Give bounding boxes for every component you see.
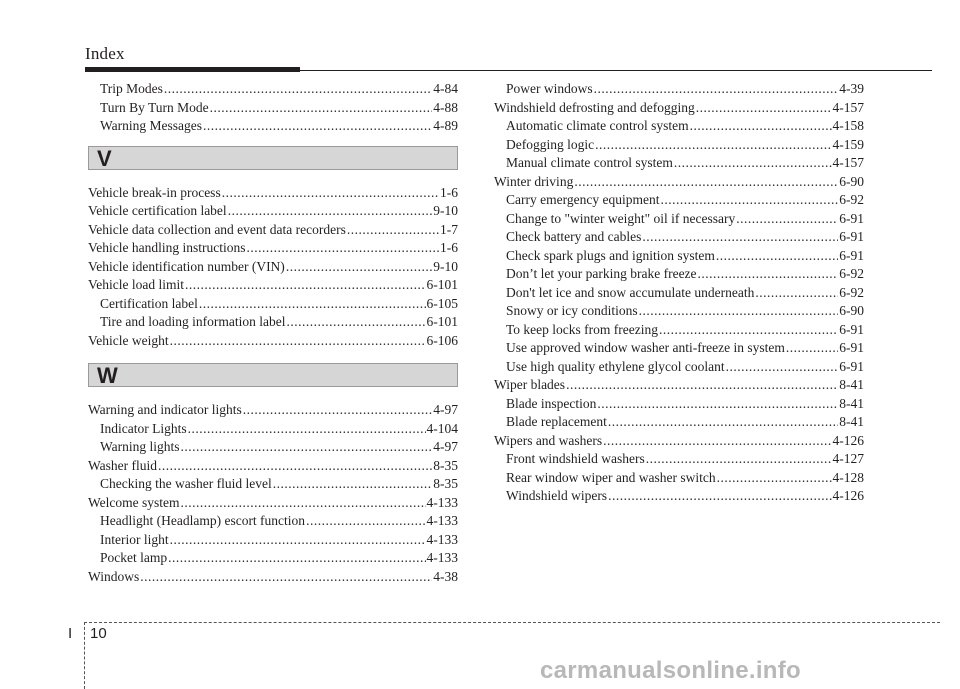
index-entry-page: 4-159 [832,136,864,152]
index-entry [88,295,458,314]
index-list-v [88,184,458,351]
index-entry [494,228,864,247]
index-entry-page: 8-35 [433,476,458,491]
index-right-column [494,80,864,506]
index-entry-name: Blade inspection [506,395,597,411]
dot-leader [203,117,432,136]
index-entry-name: Change to "winter weight" oil if necessary [506,210,736,226]
dot-leader [597,395,838,414]
page-title: Index [85,44,125,63]
index-entry [88,531,458,550]
index-entry-name: Manual climate control system [506,155,673,170]
dot-leader [185,276,426,295]
section-header-v [88,146,458,170]
index-entry-page: 4-157 [832,155,864,170]
index-entry-page: 6-91 [839,247,864,263]
dot-leader [639,302,839,321]
index-entry-name: Vehicle weight [88,332,169,348]
dot-leader [608,413,838,432]
index-entry [494,469,864,488]
index-entry [88,221,458,240]
dot-leader [210,99,433,118]
index-entry [494,339,864,358]
dot-leader [674,154,832,173]
index-entry [88,401,458,420]
index-entry [494,450,864,469]
dot-leader [222,184,439,203]
index-entry-page: 4-97 [433,402,458,417]
index-entry-page: 4-89 [433,118,458,133]
index-entry-page: 6-92 [839,284,864,300]
dot-leader [188,420,426,439]
index-entry-page: 4-133 [426,531,458,547]
index-entry-name: Windows [88,568,140,584]
index-entry-name: Washer fluid [88,457,158,473]
index-entry-page: 6-101 [426,277,458,292]
index-entry-name: Snowy or icy conditions [506,303,638,318]
dot-leader [698,265,839,284]
dot-leader [199,295,426,314]
index-entry [88,332,458,351]
index-entry-name: Warning lights [100,439,180,454]
index-entry [88,80,458,99]
index-entry-name: Interior light [100,531,169,547]
dot-leader [646,450,832,469]
dot-leader [158,457,432,476]
index-entry-page: 4-127 [832,451,864,466]
index-entry-name: Headlight (Headlamp) escort function [100,513,306,528]
dot-leader [170,531,426,550]
index-entry-page: 4-97 [433,439,458,454]
index-entry-page: 4-104 [426,420,458,436]
index-entry [494,80,864,99]
index-entry-page: 6-92 [839,192,864,207]
dot-leader [164,80,432,99]
dot-leader [347,221,439,240]
index-entry [494,321,864,340]
dot-leader [181,494,426,513]
index-entry-page: 4-128 [832,469,864,485]
index-entry [494,284,864,303]
index-entry-page: 4-126 [832,432,864,448]
index-entry [494,302,864,321]
index-entry-name: Warning and indicator lights [88,402,242,417]
dot-leader [595,136,831,155]
index-list-right [494,80,864,506]
dot-leader [736,210,838,229]
index-entry-page: 4-158 [832,118,864,133]
dot-leader [574,173,838,192]
index-list-top [88,80,458,136]
dot-leader [603,432,831,451]
index-left-column [88,80,458,586]
index-entry-name: Pocket lamp [100,550,168,565]
title-bar [85,67,300,72]
dot-leader [594,80,839,99]
index-entry-page: 8-41 [839,395,864,411]
index-entry [88,494,458,513]
index-entry [494,395,864,414]
index-entry [494,413,864,432]
dot-leader [286,258,432,277]
index-entry-name: Certification label [100,295,198,311]
footer-section-label: I [68,625,73,642]
index-entry [88,258,458,277]
index-entry [88,313,458,332]
index-entry [494,376,864,395]
index-entry-page: 4-133 [426,494,458,510]
index-entry-name: Winter driving [494,173,574,189]
index-entry-name: Front windshield washers [506,451,645,466]
footer-page-number: 10 [90,625,107,642]
index-entry-page: 6-91 [839,340,864,355]
index-entry-name: Indicator Lights [100,420,187,436]
index-entry [88,568,458,587]
index-entry [88,457,458,476]
index-entry-name: Vehicle load limit [88,277,184,292]
section-header-w [88,363,458,387]
dot-leader [566,376,838,395]
index-entry [494,358,864,377]
dot-leader [273,475,433,494]
index-entry-name: Warning Messages [100,118,203,133]
index-entry [88,117,458,136]
index-entry-page: 9-10 [433,203,458,218]
index-entry-page: 8-41 [839,414,864,429]
index-entry-page: 4-133 [426,550,458,565]
dot-leader [717,469,832,488]
dot-leader [726,358,839,377]
index-entry-name: Rear window wiper and washer switch [506,469,716,485]
index-entry [494,247,864,266]
dot-leader [786,339,838,358]
index-entry [494,136,864,155]
index-entry [494,154,864,173]
index-entry-page: 6-106 [426,332,458,348]
index-entry-name: Vehicle certification label [88,203,227,218]
index-entry [494,117,864,136]
dot-leader [228,202,433,221]
index-entry-page: 4-38 [433,568,458,584]
index-entry-name: Defogging logic [506,136,595,152]
dot-leader [716,247,838,266]
index-entry-page: 6-90 [839,173,864,189]
index-entry-name: Use high quality ethylene glycol coolant [506,358,725,374]
index-entry-name: Don't let ice and snow accumulate underneath [506,284,755,300]
dot-leader [306,512,425,531]
index-entry-page: 8-35 [433,457,458,473]
index-entry-name: Turn By Turn Mode [100,99,209,115]
dot-leader [168,549,425,568]
index-entry [494,210,864,229]
index-entry [88,276,458,295]
dot-leader [286,313,425,332]
dot-leader [642,228,838,247]
index-entry-name: Trip Modes [100,81,163,96]
index-entry-name: Wipers and washers [494,432,603,448]
index-entry-name: Windshield defrosting and defogging [494,99,695,115]
index-entry-page: 6-105 [426,295,458,311]
dot-leader [690,117,832,136]
index-entry-name: Tire and loading information label [100,314,286,329]
index-entry-name: Check spark plugs and ignition system [506,247,715,263]
index-entry-page: 6-90 [839,303,864,318]
index-entry [88,420,458,439]
watermark-text: carmanualsonline.info [540,657,802,684]
footer-divider [84,622,85,689]
dot-leader [170,332,426,351]
index-entry [88,512,458,531]
index-entry-name: Use approved window washer anti-freeze in system [506,340,785,355]
dot-leader [660,191,838,210]
index-entry [494,173,864,192]
index-entry [494,265,864,284]
dot-leader [243,401,432,420]
index-entry-name: Welcome system [88,494,180,510]
title-rule [300,70,932,71]
dot-leader [696,99,832,118]
index-entry [88,239,458,258]
index-entry-name: Automatic climate control system [506,118,689,133]
index-entry-name: Vehicle break-in process [88,184,221,200]
index-entry-page: 6-101 [426,314,458,329]
index-entry-page: 6-91 [839,229,864,244]
section-letter-w: W [97,363,118,388]
index-entry-name: Vehicle identification number (VIN) [88,258,285,274]
index-entry-name: Vehicle handling instructions [88,240,246,255]
dot-leader [659,321,838,340]
index-entry [88,549,458,568]
index-entry [88,184,458,203]
index-entry [88,202,458,221]
index-entry-page: 1-7 [440,221,458,237]
index-entry-name: Wiper blades [494,377,566,392]
index-entry-page: 4-39 [839,81,864,96]
dot-leader [181,438,433,457]
index-entry-page: 1-6 [440,184,458,200]
index-entry [494,99,864,118]
dot-leader [608,487,831,506]
index-entry [494,487,864,506]
index-entry-name: Checking the washer fluid level [100,476,272,491]
index-entry-name: To keep locks from freezing [506,321,658,337]
footer-rule [84,622,940,623]
index-entry-page: 4-88 [433,99,458,115]
index-list-w [88,401,458,586]
index-entry-page: 9-10 [433,258,458,274]
index-entry-page: 4-84 [433,81,458,96]
section-letter-v: V [97,145,112,171]
index-entry-name: Power windows [506,81,593,96]
index-entry-name: Vehicle data collection and event data recorders [88,221,346,237]
dot-leader [246,239,439,258]
index-entry [88,438,458,457]
index-entry [494,191,864,210]
index-entry-page: 8-41 [839,377,864,392]
index-entry [494,432,864,451]
index-entry-page: 6-91 [839,321,864,337]
index-entry-name: Don’t let your parking brake freeze [506,266,697,281]
index-entry-page: 4-133 [426,513,458,528]
index-entry-page: 6-91 [839,358,864,374]
index-entry-name: Blade replacement [506,414,607,429]
index-entry-page: 1-6 [440,240,458,255]
index-entry [88,99,458,118]
index-entry-name: Carry emergency equipment [506,192,660,207]
index-entry-page: 4-126 [832,488,864,503]
index-entry [88,475,458,494]
index-entry-name: Check battery and cables [506,229,642,244]
index-entry-page: 6-92 [839,266,864,281]
index-entry-name: Windshield wipers [506,488,608,503]
index-entry-page: 4-157 [832,99,864,115]
dot-leader [140,568,432,587]
dot-leader [755,284,838,303]
index-entry-page: 6-91 [839,210,864,226]
